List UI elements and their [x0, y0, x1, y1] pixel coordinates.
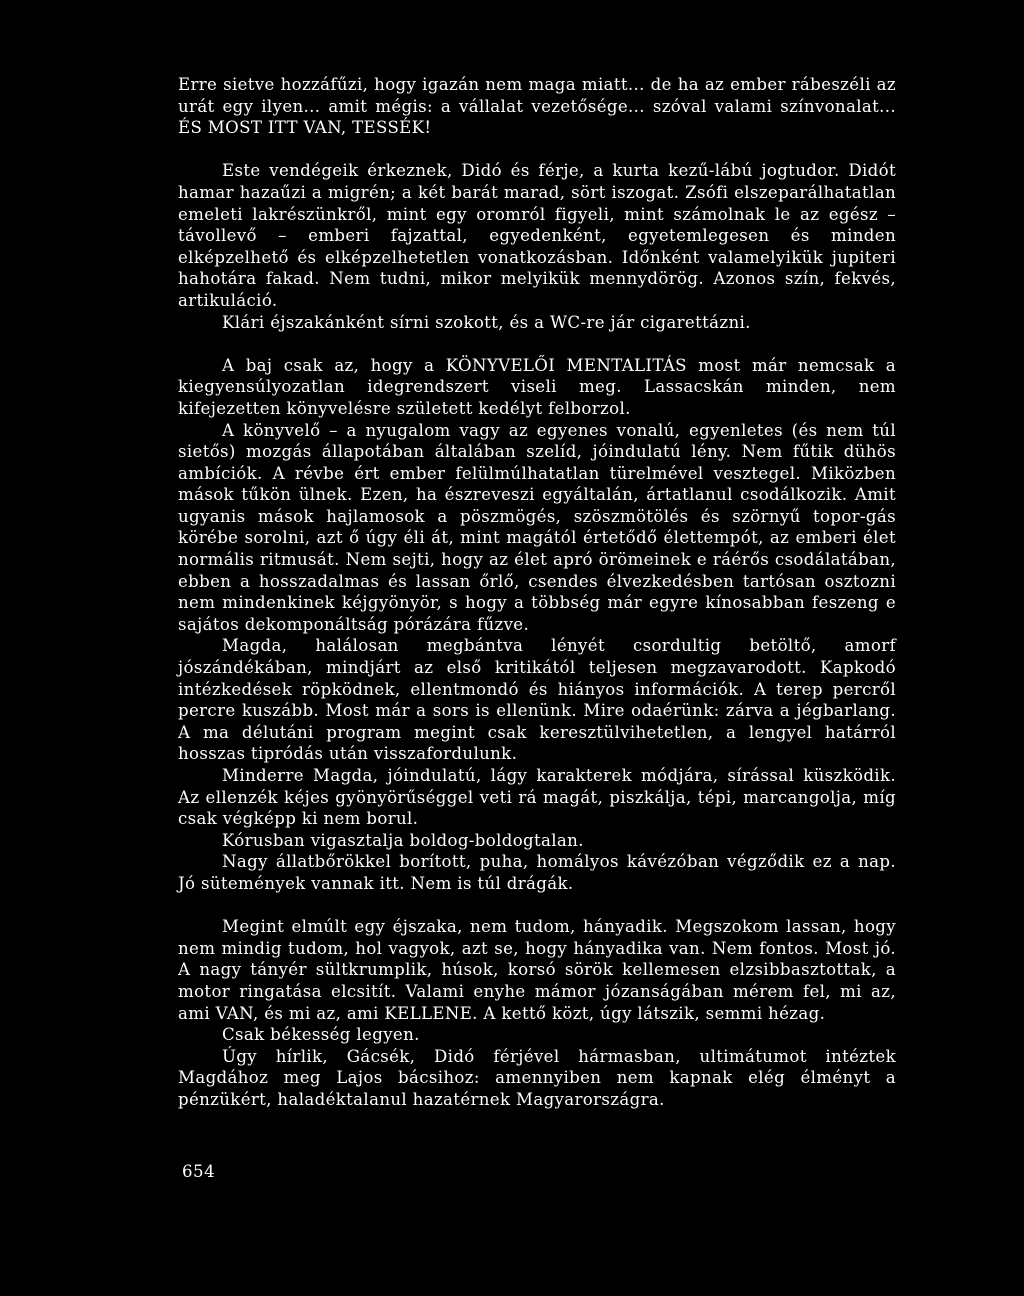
paragraph: Kórusban vigasztalja boldog-boldogtalan.	[222, 830, 584, 850]
body-text	[178, 74, 896, 1111]
paragraph: Csak békesség legyen.	[222, 1025, 420, 1045]
page-number: 654	[182, 1162, 216, 1181]
paragraph: Magda, halálosan megbántva lényét csordultig betöltő, amorf jószándékában, mindjárt az első kritikától teljesen megzavarodott. Kapkodó intézkedések röpködnek, ellentmondó és hiányos információk. A terep percről percre kuszább. Most már a sors is ellenünk. Mire odaérünk: zárva a jégbarlang. A ma délutáni program megint csak keresztülvihetetlen, a lengyel határról hosszas tipródás után visszafordulunk.	[178, 636, 896, 764]
paragraph: Úgy hírlik, Gácsék, Didó férjével hármasban, ultimátumot intéztek Magdához meg Lajos bácsihoz: amennyiben nem kapnak elég élményt a pénzükért, haladéktalanul hazatérnek Magyarországra.	[178, 1046, 896, 1109]
paragraph: A baj csak az, hogy a KÖNYVELŐI MENTALITÁS most már nemcsak a kiegyensúlyozatlan idegrendszert viseli meg. Lassacskán minden, nem kifejezetten könyvelésre született kedélyt felborzol.	[178, 355, 896, 418]
paragraph: Klári éjszakánként sírni szokott, és a WC-re jár cigarettázni.	[222, 312, 751, 332]
paragraph: Minderre Magda, jóindulatú, lágy karakterek módjára, sírással küszködik. Az ellenzék kéjes gyönyörűséggel veti rá magát, piszkálja, tépi, marcangolja, míg csak végképp ki nem borul.	[178, 766, 896, 829]
paragraph: Este vendégeik érkeznek, Didó és férje, a kurta kezű-lábú jogtudor. Didót hamar hazaűzi a migrén; a két barát marad, sört iszogat. Zsófi elszeparálhatatlan emeleti lakrészünkről, mint egy oromról figyeli, mint számolnak le az egész – távollevő – emberi fajzattal, egyedenként, egyetemlegesen és minden elképzelhető és elképzelhetetlen vonatkozásban. Időnként valamelyikük jupiteri hahotára fakad. Nem tudni, mikor melyikük mennydörög. Azonos szín, fekvés, artikuláció.	[178, 161, 896, 310]
paragraph: Nagy állatbőrökkel borított, puha, homályos kávézóban végződik ez a nap. Jó sütemények vannak itt. Nem is túl drágák.	[178, 852, 896, 893]
paragraph: Megint elmúlt egy éjszaka, nem tudom, hányadik. Megszokom lassan, hogy nem mindig tudom, hol vagyok, azt se, hogy hányadika van. Nem fontos. Most jó. A nagy tányér sültkrumplik, húsok, korsó sörök kellemesen elzsibbasztottak, a motor ringatása elcsitít. Valami enyhe mámor józanságában mérem fel, mi az, ami VAN, és mi az, ami KELLENE. A kettő közt, úgy látszik, semmi hézag.	[178, 917, 896, 1023]
paragraph: Erre sietve hozzáfűzi, hogy igazán nem maga miatt... de ha az ember rábeszéli az urát egy ilyen... amit mégis: a vállalat vezetősége... szóval valami színvonalat... ÉS MOST ITT VAN, TESSÉK!	[178, 75, 896, 138]
paragraph: A könyvelő – a nyugalom vagy az egyenes vonalú, egyenletes (és nem túl sietős) mozgás állapotában általában szelíd, jóindulatú lény. Nem fűtik dühös ambíciók. A révbe ért ember felülmúlhatatlan türelmével vesztegel. Miközben mások tűkön ülnek. Ezen, ha észreveszi egyáltalán, ártatlanul csodálkozik. Amit ugyanis mások hajlamosok a pöszmögés, szöszmötölés és szörnyű topor-gás körébe sorolni, azt ő úgy éli át, mint magától értetődő élettempót, az emberi élet normális ritmusát. Nem sejti, hogy az élet apró örömeinek e ráérős csodálatában, ebben a hosszadalmas és lassan őrlő, csendes élvezkedésben tartósan osztozni nem mindenkinek kéjgyönyör, s hogy a többség már egyre kínosabban feszeng e sajátos dekomponáltság pórázára fűzve.	[178, 420, 896, 634]
